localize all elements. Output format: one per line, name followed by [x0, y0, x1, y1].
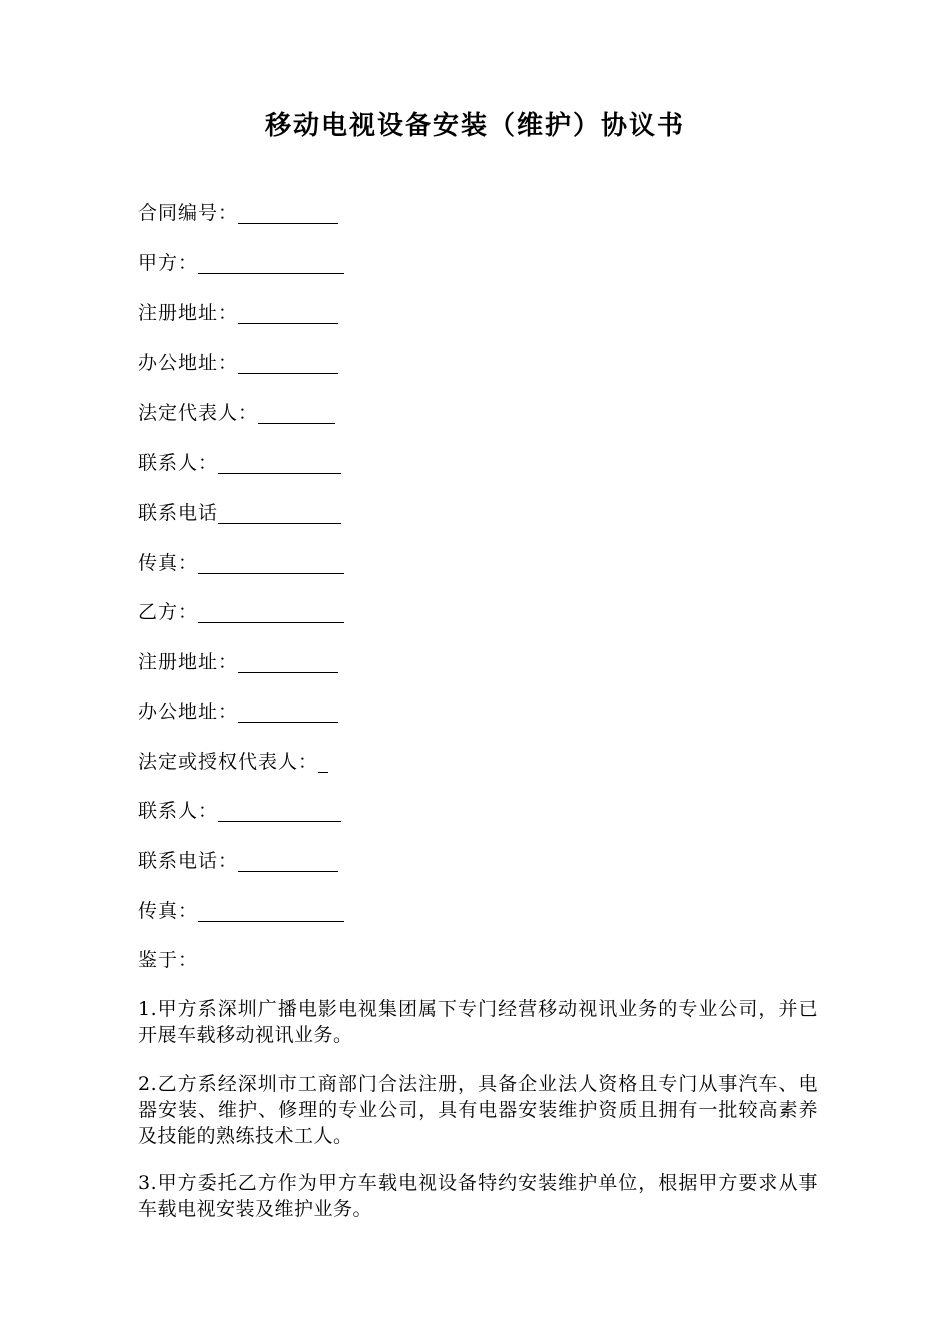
field-b-contact-person [138, 797, 341, 825]
field-a-phone [138, 499, 341, 527]
fill-blank[interactable] [198, 551, 344, 574]
fill-blank[interactable] [258, 401, 335, 424]
whereas-heading: 鉴于： [138, 949, 199, 971]
fill-blank[interactable] [318, 750, 328, 773]
fill-blank[interactable] [198, 600, 344, 623]
field-label: 注册地址： [138, 651, 239, 673]
fill-blank[interactable] [238, 650, 338, 673]
field-a-office-address [138, 349, 338, 377]
field-label: 传真： [138, 552, 199, 574]
field-label: 办公地址： [138, 701, 239, 723]
field-label: 办公地址： [138, 352, 239, 374]
fill-blank[interactable] [198, 251, 344, 274]
field-party-a [138, 249, 344, 277]
field-b-registered-address [138, 648, 338, 676]
document-title: 移动电视设备安装（维护）协议书 [264, 111, 685, 141]
fill-blank[interactable] [238, 301, 338, 324]
field-label: 联系人： [138, 800, 219, 822]
field-a-legal-representative [138, 399, 335, 427]
fill-blank[interactable] [238, 849, 338, 872]
field-label: 法定或授权代表人： [138, 751, 319, 773]
field-label: 乙方： [138, 601, 199, 623]
whereas-paragraph-3: 3.甲方委托乙方作为甲方车载电视设备特约安装维护单位，根据甲方要求从事车载电视安装及维护业务。 [138, 1172, 818, 1220]
fill-blank[interactable] [218, 451, 341, 474]
field-label: 联系电话： [138, 850, 239, 872]
fill-blank[interactable] [198, 899, 344, 922]
field-label: 法定代表人： [138, 402, 259, 424]
fill-blank[interactable] [238, 201, 338, 224]
field-label: 注册地址： [138, 302, 239, 324]
field-label: 传真： [138, 900, 199, 922]
field-label: 联系人： [138, 452, 219, 474]
field-label: 联系电话 [138, 502, 219, 524]
fill-blank[interactable] [218, 799, 341, 822]
field-party-b [138, 598, 344, 626]
field-b-fax [138, 897, 344, 925]
field-b-phone [138, 847, 338, 875]
field-b-office-address [138, 698, 338, 726]
field-a-registered-address [138, 299, 338, 327]
fill-blank[interactable] [238, 351, 338, 374]
field-b-representative [138, 748, 328, 776]
whereas-paragraph-1: 1.甲方系深圳广播电影电视集团属下专门经营移动视讯业务的专业公司，并已开展车载移动视讯业务。 [138, 998, 818, 1046]
field-a-contact-person [138, 449, 341, 477]
field-a-fax [138, 549, 344, 577]
field-label: 甲方： [138, 252, 199, 274]
fill-blank[interactable] [218, 501, 341, 524]
fill-blank[interactable] [238, 700, 338, 723]
field-label: 合同编号： [138, 202, 239, 224]
field-contract-number [138, 199, 338, 227]
whereas-paragraph-2: 2.乙方系经深圳市工商部门合法注册，具备企业法人资格且专门从事汽车、电器安装、维护、修理的专业公司，具有电器安装维护资质且拥有一批较高素养及技能的熟练技术工人。 [138, 1073, 818, 1147]
